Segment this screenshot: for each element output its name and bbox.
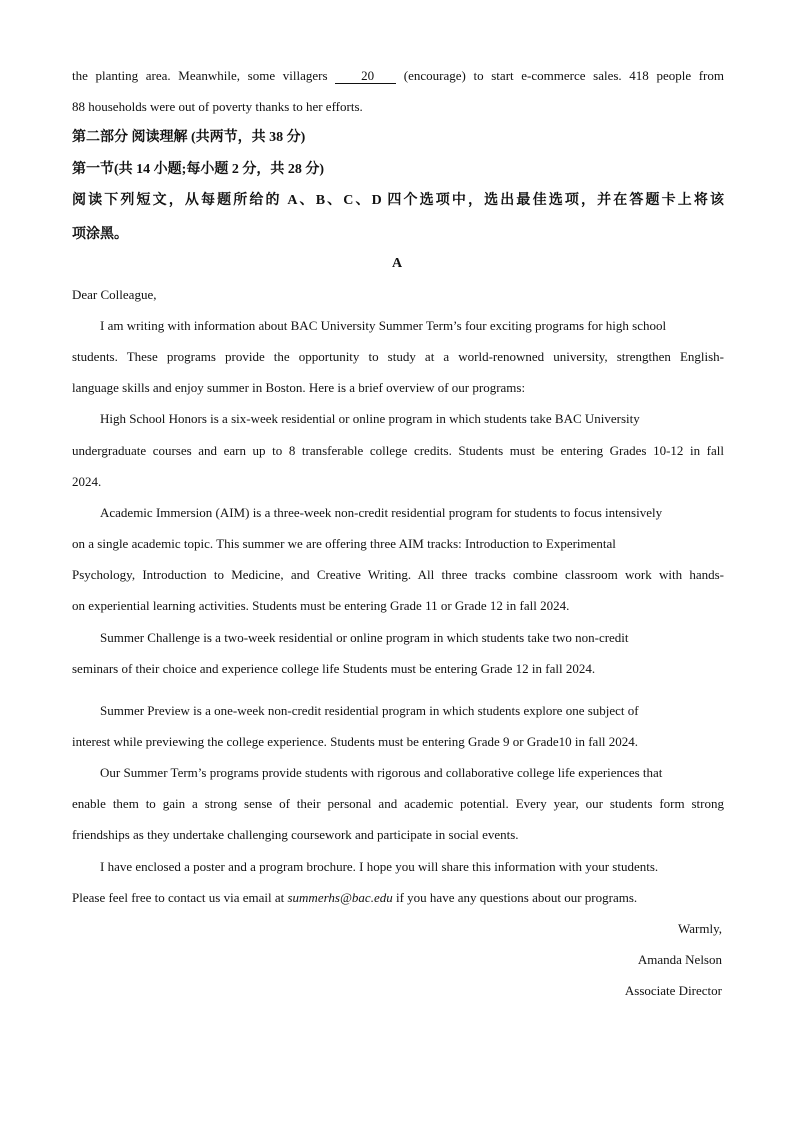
signer-name: Amanda Nelson	[637, 952, 722, 967]
body-line: friendships as they undertake challenging coursework and participate in social events.	[72, 827, 519, 842]
contact-email-link[interactable]: summerhs@bac.edu	[287, 890, 393, 905]
top-text-line-2: 88 households were out of poverty thanks to her efforts.	[72, 99, 363, 114]
body-line: Psychology, Introduction to Medicine, and Creative Writing. All three tracks combine classroom work with hands-	[72, 567, 724, 582]
top-text-line-1: the planting area. Meanwhile, some villagers 20 (encourage) to start e-commerce sales. 418 people from	[72, 68, 724, 83]
body-line: I am writing with information about BAC University Summer Term’s four exciting programs for high school	[100, 318, 667, 333]
signer-title: Associate Director	[624, 983, 722, 998]
closing: Warmly,	[678, 921, 722, 936]
body-line: Academic Immersion (AIM) is a three-week non-credit residential program for students to focus intensively	[100, 505, 663, 520]
part-heading: 第二部分 阅读理解 (共两节，共 38 分)	[72, 130, 306, 145]
body-line: Our Summer Term’s programs provide students with rigorous and collaborative college life experiences that	[100, 765, 663, 780]
body-line: I have enclosed a poster and a program brochure. I hope you will share this information with your students.	[100, 859, 659, 874]
body-line: enable them to gain a strong sense of their personal and academic potential. Every year, our students form strong	[72, 796, 724, 811]
instruction-line-2: 项涂黑。	[72, 227, 128, 242]
body-line: Summer Challenge is a two-week residential or online program in which students take two non-credit	[100, 630, 629, 645]
body-line: on experiential learning activities. Students must be entering Grade 11 or Grade 12 in fall 2024.	[72, 598, 570, 613]
instruction-line-1: 阅读下列短文，从每题所给的 A、B、C、D 四个选项中，选出最佳选项，并在答题卡上将该	[72, 193, 724, 208]
body-line: undergraduate courses and earn up to 8 transferable college credits. Students must be entering Grades 10-12 in fall	[72, 443, 724, 458]
body-line: language skills and enjoy summer in Boston. Here is a brief overview of our programs:	[72, 380, 526, 395]
body-line: Summer Preview is a one-week non-credit residential program in which students explore one subject of	[100, 703, 639, 718]
section-heading: 第一节(共 14 小题;每小题 2 分，共 28 分)	[72, 162, 324, 177]
salutation: Dear Colleague,	[72, 287, 157, 302]
body-line: students. These programs provide the opportunity to study at a world-renowned university, strengthen English-	[72, 349, 724, 364]
body-line: seminars of their choice and experience college life Students must be entering Grade 12 in fall 2024.	[72, 661, 596, 676]
body-line: 2024.	[72, 474, 102, 489]
passage-label: A	[391, 256, 403, 271]
body-line: on a single academic topic. This summer we are offering three AIM tracks: Introduction to Experimental	[72, 536, 616, 551]
body-line: High School Honors is a six-week residential or online program in which students take BAC University	[100, 411, 640, 426]
body-line: interest while previewing the college experience. Students must be entering Grade 9 or Grade10 in fall 2024.	[72, 734, 639, 749]
answer-blank: 20	[335, 69, 396, 84]
contact-line: Please feel free to contact us via email at summerhs@bac.edu if you have any questions about our programs.	[72, 890, 638, 905]
